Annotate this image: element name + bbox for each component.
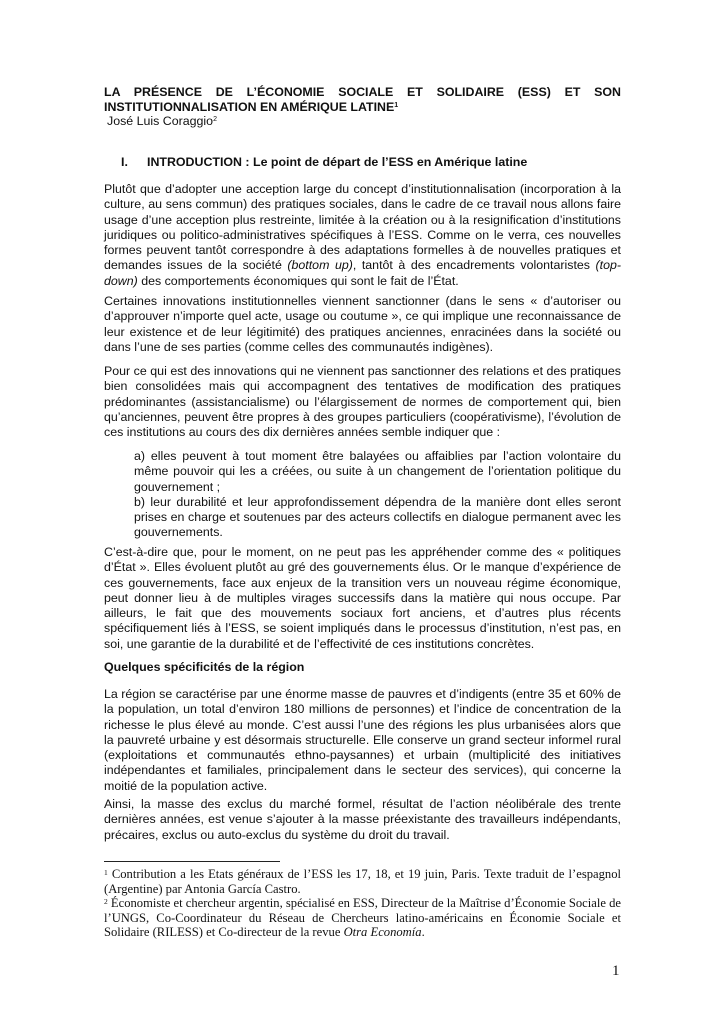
paragraph-4 xyxy=(104,545,621,652)
section-number: I. xyxy=(121,155,128,169)
subheading: Quelques spécificités de la région xyxy=(104,660,305,674)
title-line-1: LA PRÉSENCE DE L’ÉCONOMIE SOCIALE ET SOLIDAIRE (ESS) ET SON xyxy=(104,85,621,99)
paragraph-1-text-a: Plutôt que d’adopter une acception large du concept d’institutionnalisation (incorporation à la culture, au sens commun) des pratiques sociales, dans le cadre de ce travail nous allons faire usage d’une acception plus restreinte, limitée à la création ou à la resignification d’institutions juridiques ou politico-administratives spécifiques à l’ESS. Comme on le verra, ces nouvelles formes peuvent tantôt correspondre à des adaptations formelles à de nouvelles pratiques et demandes issues de la société xyxy=(104,182,621,273)
paragraph-1 xyxy=(104,182,621,289)
paragraph-5-text: La région se caractérise par une énorme masse de pauvres et d’indigents (entre 35 et 60% de la population, un total d’environ 180 millions de personnes) et l’indice de concentration de la richesse le plus élevé au monde. C’est aussi l’une des régions les plus urbanisées alors que la pauvreté urbaine y est désormais structurelle. Elle conserve un grand secteur informel rural (exploitations et communautés ethno-paysannes) et urbain (multiplicité des initiatives indépendantes et familiales, principalement dans le secteur des services), qui concerne la moitié de la population active. xyxy=(104,687,621,793)
paragraph-1-text-c: des comportements économiques qui sont le fait de l’État. xyxy=(137,273,459,288)
footnotes xyxy=(104,867,621,940)
paragraph-6 xyxy=(104,797,621,843)
section-heading xyxy=(121,155,621,170)
paragraph-3-text: Pour ce qui est des innovations qui ne viennent pas sanctionner des relations et des pratiques bien consolidées mais qui accompagnent des tentatives de modification des pratiques prédominantes (assistancialisme) ou l’élargissement de normes de comportement qui, bien qu’anciennes, peuvent être propres à des groupes particuliers (coopérativisme), l’évolution de ces institutions au cours des dix dernières années semble indiquer que : xyxy=(104,364,621,440)
italic-top-down: (top-down) xyxy=(104,258,621,288)
footnote-2 xyxy=(104,896,621,940)
paragraph-4-text: C’est-à-dire que, pour le moment, on ne peut pas les appréhender comme des « politiques d’État ». Elles évoluent plutôt au gré des gouvernements élus. Or le manque d’expérience de ces gouvernements, face aux enjeux de la transition vers un nouveau régime économique, peut donner lieu à de multiples virages successifs dans la matière qui nous occupe. Par ailleurs, le fait que des mouvements sociaux fort anciens, et d’autres plus récents spécifiquement liés à l’ESS, se soient impliqués dans le processus d’institution, n’est pas, en soi, une garantie de la durabilité et de l’effectivité de ces institutions concrètes. xyxy=(104,545,621,651)
indented-list xyxy=(134,449,621,541)
italic-bottom-up: (bottom up) xyxy=(287,258,353,273)
title-line-2: INSTITUTIONNALISATION EN AMÉRIQUE LATINE xyxy=(104,100,395,114)
author-line xyxy=(104,114,624,129)
footnote-2-marker: 2 xyxy=(104,897,108,907)
footnote-2-text: Économiste et chercheur argentin, spécialisé en ESS, Directeur de la Maîtrise d’Économie Sociale de l’UNGS, Co-Coordinateur du Réseau de Chercheurs latino-américains en Économie Sociale et Solidaire (RILESS) et Co-directeur de la revue xyxy=(104,896,621,940)
list-item-a: a) elles peuvent à tout moment être balayées ou affaiblies par l’action volontaire du même pouvoir qui les a créées, ou suite à un changement de l’orientation politique du gouvernement ; xyxy=(134,449,621,494)
footnote-2-journal-title: Otra Economía xyxy=(343,925,422,940)
footnote-1-marker: 1 xyxy=(104,868,108,877)
author-footnote-ref[interactable]: 2 xyxy=(213,116,217,123)
footnote-separator xyxy=(104,861,280,862)
paragraph-6-text: Ainsi, la masse des exclus du marché formel, résultat de l’action néolibérale des trente dernières années, est venue s’ajouter à la masse préexistante des travailleurs indépendants, précaires, exclus ou auto-exclus du système du droit du travail. xyxy=(104,797,621,842)
paragraph-1-text-b: , tantôt à des encadrements volontaristes xyxy=(352,258,596,273)
footnote-2-end: . xyxy=(421,925,425,940)
paragraph-2-text: Certaines innovations institutionnelles viennent sanctionner (dans le sens « d’autoriser ou d’approuver n’importe quel acte, usage ou coutume », ce qui implique une reconnaissance de leur existence et de leur légitimité) des pratiques anciennes, enracinées dans la société ou dans l’une de ses parties (comme celles des communautés indigènes). xyxy=(104,294,621,354)
list-item-b: b) leur durabilité et leur approfondissement dépendra de la manière dont elles seront prises en charge et soutenues par des acteurs collectifs en dialogue permanent avec les gouvernements. xyxy=(134,494,621,540)
section-title: INTRODUCTION : Le point de départ de l’ESS en Amérique latine xyxy=(147,155,528,169)
page-number: 1 xyxy=(612,963,620,979)
paragraph-3 xyxy=(104,364,621,440)
document-title xyxy=(104,85,621,115)
footnote-1-text: Contribution a les Etats généraux de l’ESS les 17, 18, et 19 juin, Paris. Texte traduit de l’espagnol (Argentine) par Antonia García Castro. xyxy=(104,867,621,896)
author-name: José Luis Coraggio xyxy=(107,114,214,128)
paragraph-2 xyxy=(104,294,621,355)
footnote-1 xyxy=(104,867,621,896)
title-footnote-ref[interactable]: 1 xyxy=(394,102,399,109)
paragraph-5 xyxy=(104,687,621,794)
